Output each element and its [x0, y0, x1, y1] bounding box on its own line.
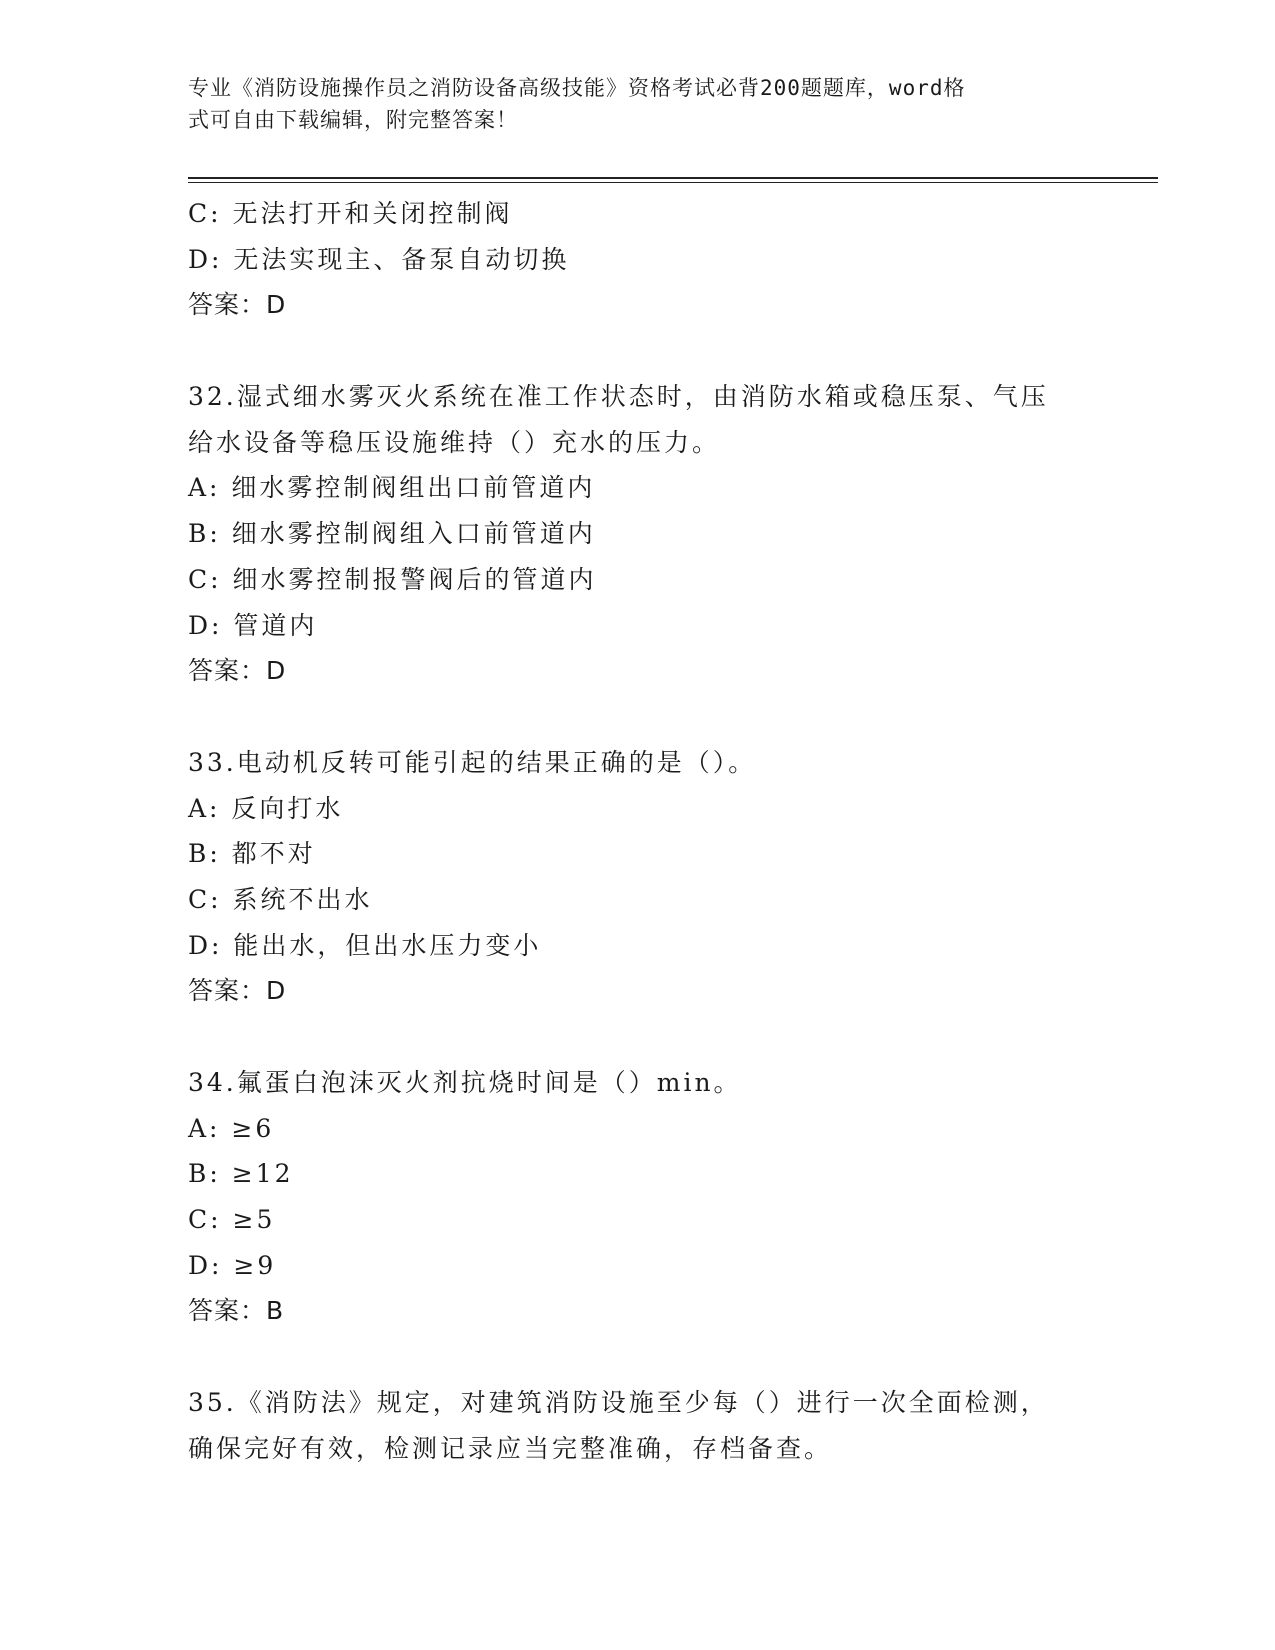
- option-c: C: 系统不出水: [188, 884, 373, 914]
- question-stem-line-1: 32.湿式细水雾灭火系统在准工作状态时，由消防水箱或稳压泵、气压: [188, 382, 1049, 412]
- header-divider-thin: [188, 182, 1158, 183]
- answer: 答案：B: [188, 1296, 285, 1326]
- question-stem: 33.电动机反转可能引起的结果正确的是（）。: [188, 747, 757, 777]
- question-34: [188, 1060, 1088, 1334]
- question-35: [188, 1380, 1088, 1471]
- option-d: D: ≥9: [188, 1250, 277, 1280]
- question-stem-line-2: 确保完好有效，检测记录应当完整准确，存档备查。: [188, 1433, 833, 1463]
- answer: 答案：D: [188, 290, 287, 320]
- question-32: [188, 374, 1088, 694]
- question-stem-line-2: 给水设备等稳压设施维持（）充水的压力。: [188, 427, 721, 457]
- header-divider-thick: [188, 177, 1158, 179]
- option-d: D: 能出水，但出水压力变小: [188, 930, 542, 960]
- option-d: D: 无法实现主、备泵自动切换: [188, 244, 570, 274]
- document-header: [188, 72, 1088, 136]
- option-a: A: 细水雾控制阀组出口前管道内: [188, 473, 596, 503]
- option-b: B: ≥12: [188, 1159, 294, 1189]
- option-b: B: 都不对: [188, 839, 316, 869]
- option-b: B: 细水雾控制阀组入口前管道内: [188, 519, 596, 549]
- option-a: A: ≥6: [188, 1113, 275, 1143]
- question-33: [188, 740, 1088, 1014]
- header-line-1: 专业《消防设施操作员之消防设备高级技能》资格考试必背200题题库，word格: [188, 76, 966, 100]
- option-d: D: 管道内: [188, 610, 318, 640]
- answer: 答案：D: [188, 976, 287, 1006]
- option-c: C: 细水雾控制报警阀后的管道内: [188, 564, 597, 594]
- question-stem-line-1: 35.《消防法》规定，对建筑消防设施至少每（）进行一次全面检测，: [188, 1388, 1049, 1418]
- header-line-2: 式可自由下载编辑，附完整答案！: [188, 108, 518, 132]
- option-a: A: 反向打水: [188, 793, 344, 823]
- question-31: [188, 191, 1088, 328]
- answer: 答案：D: [188, 656, 287, 686]
- question-list: [188, 191, 1088, 1472]
- option-c: C: ≥5: [188, 1205, 276, 1235]
- option-c: C: 无法打开和关闭控制阀: [188, 199, 513, 228]
- question-stem: 34.氟蛋白泡沫灭火剂抗烧时间是（）min。: [188, 1068, 742, 1097]
